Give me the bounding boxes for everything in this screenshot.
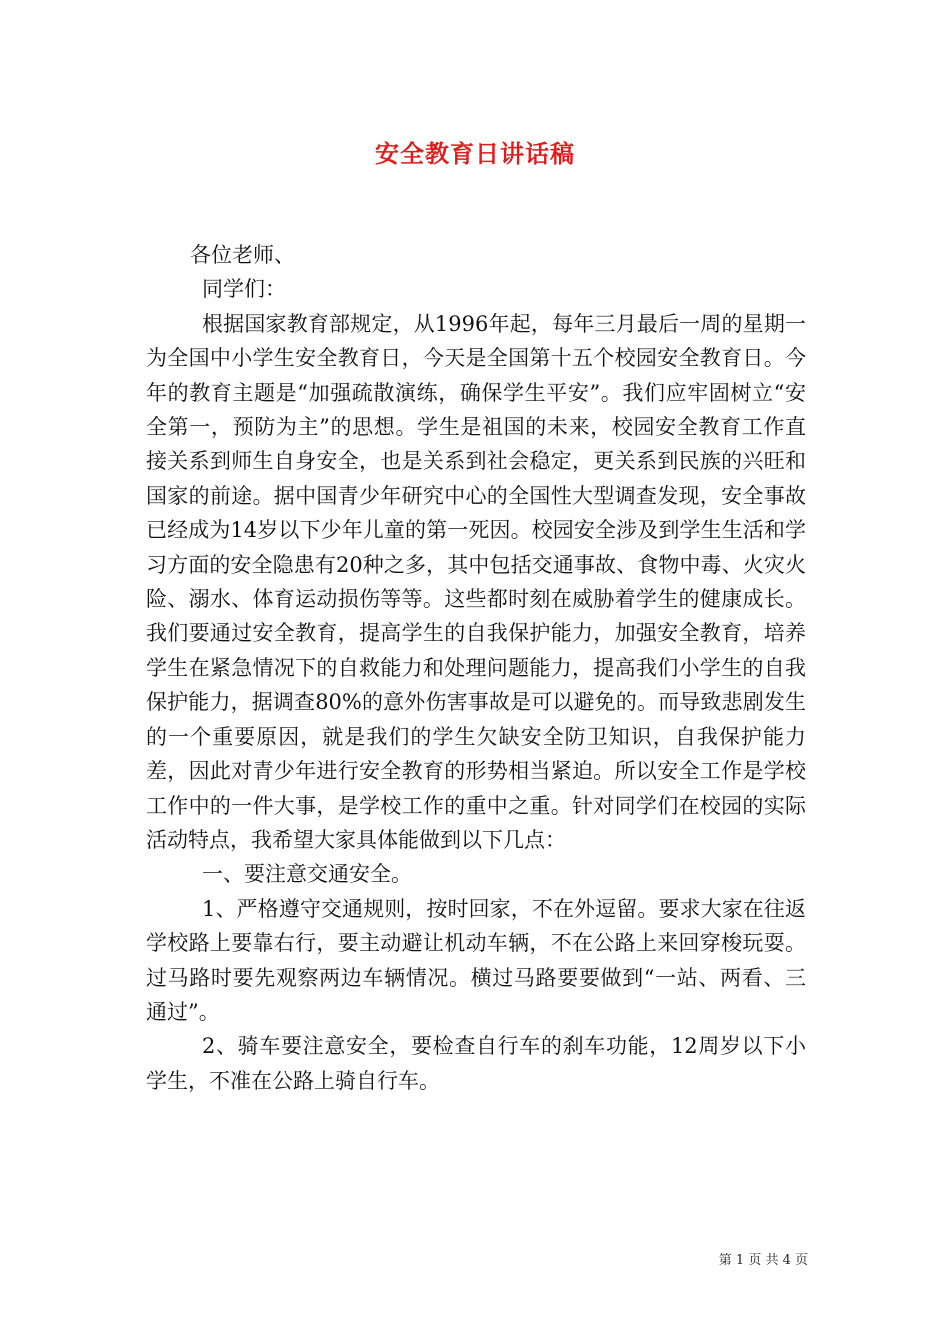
list-item: 1、严格遵守交通规则，按时回家，不在外逗留。要求大家在往返学校路上要靠右行，要主动避让机动车辆，不在公路上来回穿梭玩耍。过马路时要先观察两边车辆情况。横过马路要要做到“一站、两看、三通过”。 [146,896,806,1024]
list-item: 2、骑车要注意安全，要检查自行车的刹车功能，12周岁以下小学生，不准在公路上骑自行车。 [146,1034,806,1093]
section-heading-traffic: 一、要注意交通安全。 [202,862,412,887]
salutation-line-1: 各位老师、 [190,243,295,267]
document-body [146,238,806,1098]
main-paragraph: 根据国家教育部规定，从1996年起，每年三月最后一周的星期一为全国中小学生安全教育日，今天是全国第十五个校园安全教育日。今年的教育主题是“加强疏散演练，确保学生平安”。我们应牢固树立“安全第一，预防为主”的思想。学生是祖国的未来，校园安全教育工作直接关系到师生自身安全，也是关系到社会稳定，更关系到民族的兴旺和国家的前途。据中国青少年研究中心的全国性大型调查发现，安全事故已经成为14岁以下少年儿童的第一死因。校园安全涉及到学生生活和学习方面的安全隐患有20种之多，其中包括交通事故、食物中毒、火灾火险、溺水、体育运动损伤等等。这些都时刻在威胁着学生的健康成长。我们要通过安全教育，提高学生的自我保护能力，加强安全教育，培养学生在紧急情况下的自救能力和处理问题能力，提高我们小学生的自我保护能力，据调查80%的意外伤害事故是可以避免的。而导致悲剧发生的一个重要原因，就是我们的学生欠缺安全防卫知识，自我保护能力差，因此对青少年进行安全教育的形势相当紧迫。所以安全工作是学校工作中的一件大事，是学校工作的重中之重。针对同学们在校园的实际活动特点，我希望大家具体能做到以下几点： [146,311,806,852]
salutation-line-2: 同学们： [202,277,286,302]
document-title: 安全教育日讲话稿 [375,139,575,168]
page-number: 第 1 页 共 4 页 [718,1253,808,1268]
